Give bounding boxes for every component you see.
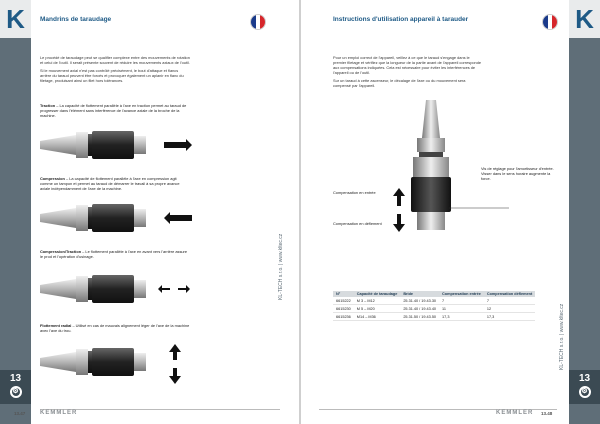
intro-paragraph: Sur un taraud à cette ascenseur, le décalage de l'axe ou du mouvement sera compensé par l'appareil. — [333, 78, 466, 88]
intro-text — [333, 55, 483, 91]
intro-paragraph: Pour un emploi correct de l'appareil, veillez à ce que le taraud s'engage dans le premier filetage et vérifiez que la longueur de la partie avant de l'appareil corresponde aux compensations indiquées. Cela est nécessaire pour éviter les interférences de l'appareil ou de l'outil. — [333, 55, 482, 75]
vertical-company-text: KL-TECH s.r.o. | www.kltec.cz — [278, 233, 284, 300]
callout-leader — [449, 188, 559, 218]
french-flag-icon — [250, 14, 266, 30]
kemmler-logo: K — [569, 0, 600, 38]
page-number: 13.48 — [541, 411, 553, 416]
table-row: 6615222 M 3 – M12 25.31.40 / 19.43.30 7 7 — [333, 297, 535, 305]
right-side-tab — [569, 0, 600, 424]
tool-holder-compression-traction — [40, 271, 220, 307]
gear-icon: ⚙ — [10, 386, 22, 398]
arrow-right-icon — [164, 139, 192, 151]
tool-holder-compression — [40, 200, 220, 236]
brand-name: KEMMLER — [496, 410, 534, 416]
caption-traction: Traction – La capacité de flottement parallèle à l'axe en traction permet au taraud de progresser dans l'élément sans interférence de l'avance axiale de la broche de la machine. — [40, 103, 187, 118]
vertical-company-text: KL-TECH s.r.o. | www.kltec.cz — [559, 303, 565, 370]
french-flag-icon — [542, 14, 558, 30]
chapter-number: 13 — [9, 373, 22, 384]
intro-paragraph: Le procédé de taraudage peut se qualifier complexe entre des mouvements de rotation et celui de l'outil. Il serait présente souvent de réduire les mouvements axiaux de l'outil. — [40, 55, 190, 65]
kemmler-logo: K — [0, 0, 31, 38]
label-compression-entry: Compensation en entrée — [333, 190, 376, 195]
label-compression-traction: Compensation en déflement — [333, 221, 382, 226]
chapter-number: 13 — [578, 373, 591, 384]
caption-compression-traction: Compression/Traction – Le flottement parallèle à l'axe en avant vers l'arrière assure le prod et l'opération d'usinage. — [40, 249, 188, 259]
chapter-badge — [0, 370, 31, 404]
intro-text — [40, 55, 190, 86]
table-row: 6615236 M14 – M36 25.31.50 / 19.43.50 17,3 17,3 — [333, 313, 535, 321]
tool-holder-traction — [40, 127, 220, 163]
table-row: 6615230 M 5 – M20 25.31.40 / 19.43.40 11 12 — [333, 305, 535, 313]
page-title: Instructions d'utilisation appareil à tarauder — [333, 16, 469, 23]
callout-adjust-screw: Vis de réglage pour l'amortisseur d'entrée. Visser dans le sens horaire augmente la force. — [481, 166, 554, 181]
double-arrow-horizontal-icon — [158, 285, 190, 293]
spec-table — [333, 291, 535, 321]
right-page — [301, 0, 600, 424]
double-arrow-vertical-icon — [169, 344, 181, 384]
arrow-left-icon — [164, 212, 192, 224]
intro-paragraph: Si le mouvement axial n'est pas contrôlé précisément, le bout d'attaque et flancs arrière du taraud peuvent être forcés et provoquer également un aplanir en flanc du filetage, produisant ainsi un filet hors tolérances. — [40, 68, 184, 83]
page-number: 13.47 — [14, 411, 26, 416]
chapter-badge — [569, 370, 600, 404]
brand-name: KEMMLER — [40, 410, 78, 416]
gear-icon: ⚙ — [579, 386, 591, 398]
left-page — [0, 0, 299, 424]
caption-radial: Flottement radial – Utilisé en cas de mauvais alignement léger de l'axe de la machine avec l'axe du trou. — [40, 323, 190, 333]
tool-holder-radial — [40, 340, 220, 388]
left-side-tab — [0, 0, 31, 424]
caption-compression: Compression – La capacité de flottement parallèle à l'axe en compression agit comme un tampon et permet au taraud de démarrer le travail à sa propre avance axiale indépendamment de l'axe de la machine. — [40, 176, 180, 191]
table-header-row: N° Capacité de taraudage Bride Compensation entrée Compensation déflement — [333, 291, 535, 297]
page-title: Mandrins de taraudage — [40, 16, 112, 23]
